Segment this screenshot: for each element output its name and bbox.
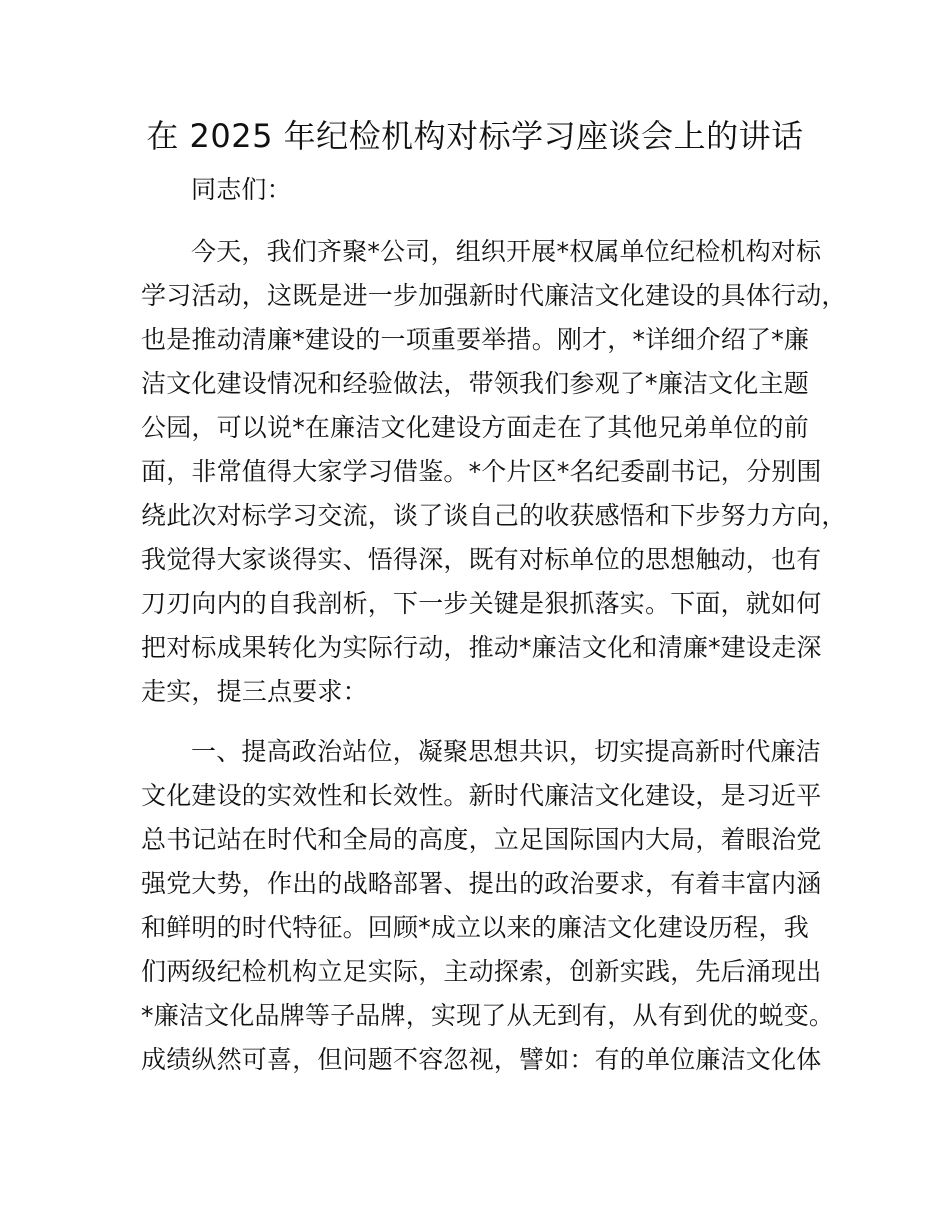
section-heading-line: 一、提高政治站位，凝聚思想共识，切实提高新时代廉洁: [191, 737, 822, 766]
paragraph-line: 成绩纵然可喜，但问题不容忽视，譬如：有的单位廉洁文化体: [141, 1045, 822, 1074]
paragraph-line: 走实，提三点要求：: [141, 677, 368, 706]
page-title: 在 2025 年纪检机构对标学习座谈会上的讲话: [146, 117, 804, 155]
paragraph-line: 刀刃向内的自我剖析，下一步关键是狠抓落实。下面，就如何: [141, 589, 822, 618]
paragraph-line: 把对标成果转化为实际行动，推动*廉洁文化和清廉*建设走深: [141, 633, 822, 662]
paragraph-line: 洁文化建设情况和经验做法，带领我们参观了*廉洁文化主题: [141, 369, 809, 398]
paragraph-line: 文化建设的实效性和长效性。新时代廉洁文化建设，是习近平: [141, 781, 822, 810]
paragraph-line: *廉洁文化品牌等子品牌，实现了从无到有，从有到优的蜕变。: [141, 1001, 835, 1030]
paragraph-line: 面，非常值得大家学习借鉴。*个片区*名纪委副书记，分别围: [141, 457, 822, 486]
salutation-line: 同志们：: [191, 175, 292, 204]
paragraph-line: 总书记站在时代和全局的高度，立足国际国内大局，着眼治党: [141, 825, 822, 854]
paragraph-line: 学习活动，这既是进一步加强新时代廉洁文化建设的具体行动，: [141, 281, 847, 310]
paragraph-line: 强党大势，作出的战略部署、提出的政治要求，有着丰富内涵: [141, 869, 822, 898]
paragraph-line: 今天，我们齐聚*公司，组织开展*权属单位纪检机构对标: [191, 237, 822, 266]
paragraph-line: 们两级纪检机构立足实际，主动探索，创新实践，先后涌现出: [141, 957, 822, 986]
paragraph-line: 和鲜明的时代特征。回顾*成立以来的廉洁文化建设历程，我: [141, 913, 809, 942]
paragraph-line: 也是推动清廉*建设的一项重要举措。刚才，*详细介绍了*廉: [141, 325, 810, 354]
paragraph-line: 公园，可以说*在廉洁文化建设方面走在了其他兄弟单位的前: [141, 413, 809, 442]
paragraph-line: 绕此次对标学习交流，谈了谈自己的收获感悟和下步努力方向，: [141, 501, 847, 530]
paragraph-line: 我觉得大家谈得实、悟得深，既有对标单位的思想触动，也有: [141, 545, 822, 574]
